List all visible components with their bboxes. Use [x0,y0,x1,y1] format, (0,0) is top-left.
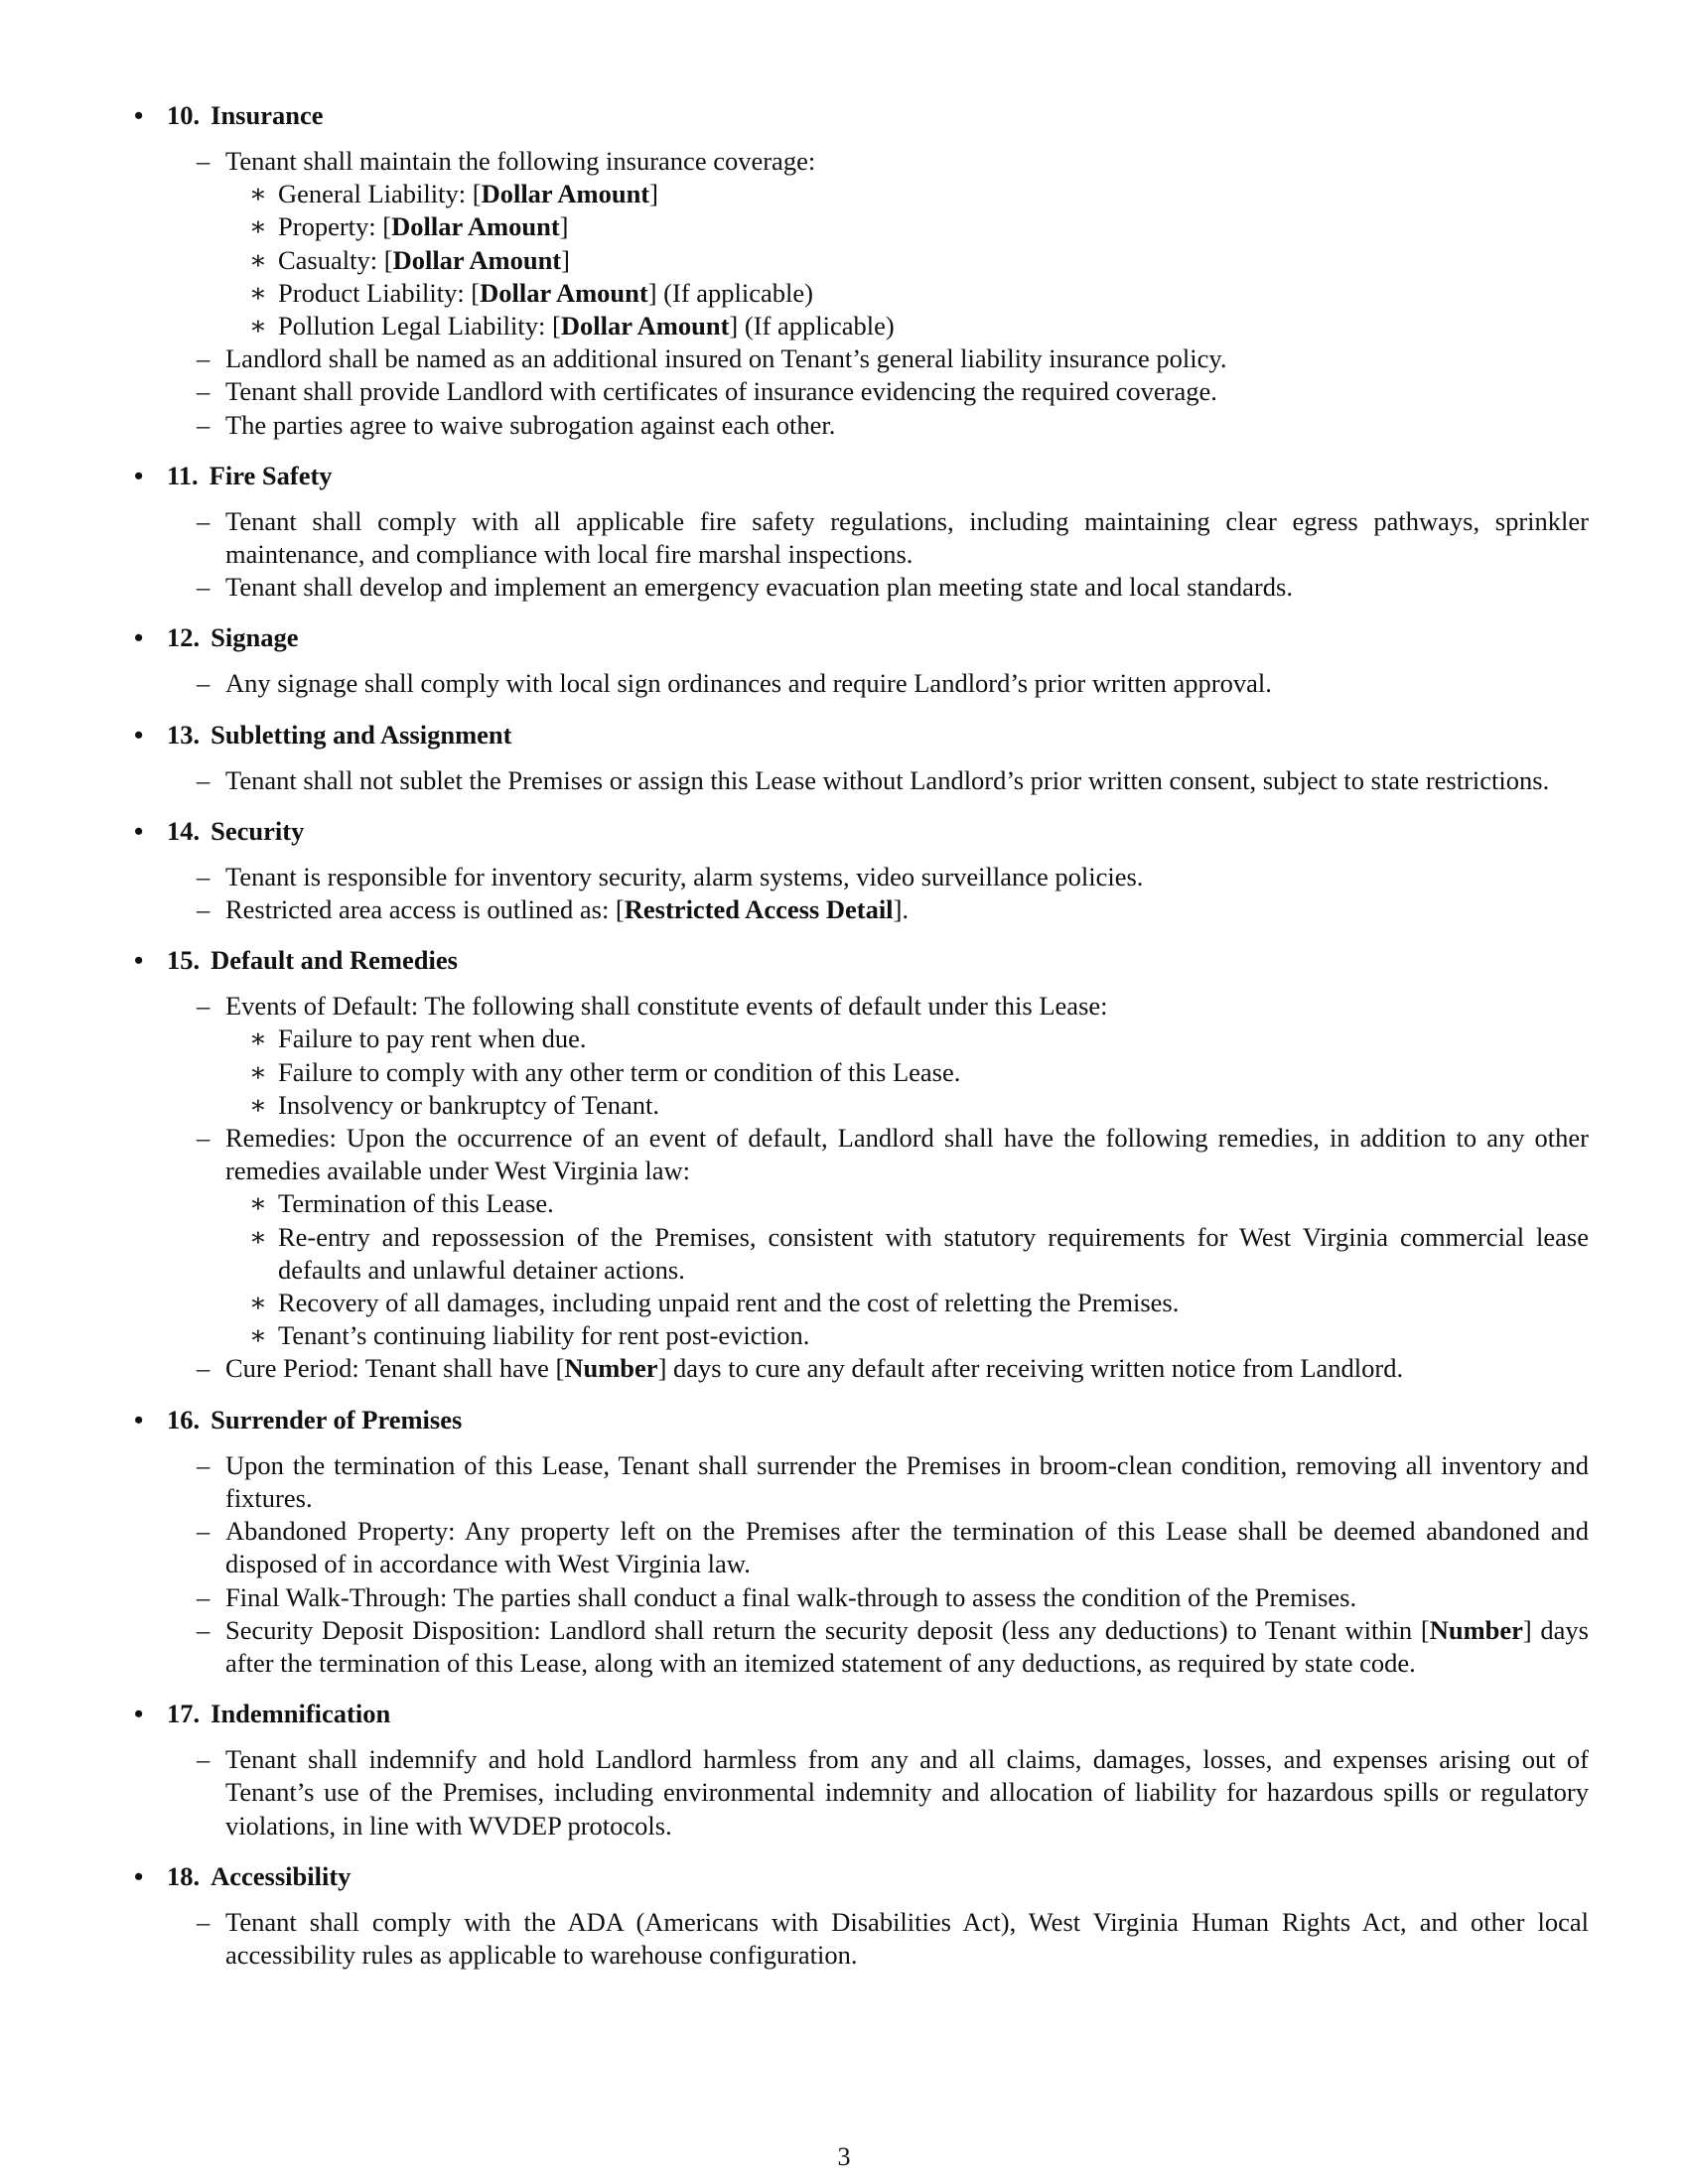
clause-item [134,861,1589,893]
sub-clause-item [225,1187,1589,1220]
asterisk-icon: ∗ [249,179,268,209]
bullet-icon: • [134,460,144,490]
section-15 [134,942,1589,1385]
dash-icon: – [197,343,211,374]
clause-text: Tenant shall comply with the ADA (Americans with Disabilities Act), West Virginia Human Rights Act, and other local accessibility rules as applicable to warehouse configuration. [225,1906,1589,1970]
text-segment: Security Deposit Disposition: Landlord shall return the security deposit (less any deductions) to Tenant within [ [225,1614,1430,1645]
text-segment: General Liability: [ [278,179,482,209]
sub-clause-text [278,310,1589,342]
dash-icon: – [197,1906,211,1937]
clause-item [134,893,1589,926]
dash-icon: – [197,1123,211,1154]
section-17 [134,1696,1589,1843]
clause-text: Tenant shall indemnify and hold Landlord harmless from any and all claims, damages, losses, and expenses arising out of Tenant’s use of the Premises, including environmental indemnity and allocation of liability for hazardous spills or regulatory violations, in line with WVDEP protocols. [225,1744,1589,1841]
section-13 [134,717,1589,797]
clause-item [134,571,1589,604]
bullet-icon: • [134,622,144,653]
clause-item [134,1906,1589,1972]
sub-clause-item [225,1287,1589,1319]
placeholder-field: Restricted Access Detail [624,894,894,925]
bullet-icon: • [134,945,144,976]
section-heading [134,1402,1589,1437]
sub-clause-item [225,244,1589,277]
dash-icon: – [197,505,211,536]
placeholder-field: Dollar Amount [391,211,560,242]
section-title: Fire Safety [209,460,333,490]
section-16 [134,1402,1589,1680]
clause-text: Tenant shall maintain the following insurance coverage: [225,146,816,176]
clause-text: Final Walk-Through: The parties shall conduct a final walk-through to assess the condition of the Premises. [225,1581,1357,1612]
section-number: 14. [167,815,201,846]
section-title: Surrender of Premises [211,1404,463,1434]
section-heading [134,942,1589,978]
sub-clause-text: Insolvency or bankruptcy of Tenant. [278,1089,660,1120]
section-title: Insurance [211,100,324,130]
section-title: Subletting and Assignment [211,719,512,750]
clause-item [134,1352,1589,1385]
section-heading [134,1858,1589,1894]
section-number: 11. [167,460,199,490]
sub-clause-item [225,210,1589,243]
asterisk-icon: ∗ [249,1024,268,1054]
dash-icon: – [197,1581,211,1612]
clause-item [134,375,1589,408]
sub-clause-text: Tenant’s continuing liability for rent post-eviction. [278,1320,810,1351]
clause-text: Landlord shall be named as an additional insured on Tenant’s general liability insurance policy. [225,343,1227,374]
asterisk-icon: ∗ [249,277,268,308]
section-heading [134,1696,1589,1731]
sub-clause-text [278,244,1589,277]
bullet-icon: • [134,1404,144,1434]
placeholder-field: Dollar Amount [481,179,650,209]
text-segment: Restricted area access is outlined as: [ [225,894,625,925]
sub-clause-item [225,1221,1589,1287]
sub-clause-item [225,277,1589,310]
clause-text: Tenant shall develop and implement an emergency evacuation plan meeting state and local standards. [225,572,1293,603]
section-number: 12. [167,622,201,653]
section-11 [134,458,1589,605]
sub-clause-text: Failure to comply with any other term or condition of this Lease. [278,1056,961,1087]
sub-clause-item [225,310,1589,342]
sub-clause-text: Failure to pay rent when due. [278,1024,587,1054]
dash-icon: – [197,668,211,699]
dash-icon: – [197,1614,211,1645]
sub-clause-text: Recovery of all damages, including unpaid rent and the cost of reletting the Premises. [278,1288,1180,1318]
sub-clause-list [225,178,1589,342]
clause-text: Tenant shall comply with all applicable fire safety regulations, including maintaining clear egress pathways, sprinkler maintenance, and compliance with local fire marshal inspections. [225,505,1589,570]
sub-clause-item [225,1089,1589,1122]
placeholder-field: Dollar Amount [560,311,730,341]
clause-text: Abandoned Property: Any property left on the Premises after the termination of this Lease shall be deemed abandoned and disposed of in accordance with West Virginia law. [225,1516,1589,1579]
bullet-icon: • [134,100,144,130]
section-number: 17. [167,1699,201,1729]
clause-list [134,145,1589,442]
text-segment: Property: [ [278,211,392,242]
clause-text: Events of Default: The following shall constitute events of default under this Lease: [225,991,1108,1022]
clause-item [134,1743,1589,1843]
section-title: Signage [211,622,299,653]
text-segment: ]. [893,894,910,925]
dash-icon: – [197,991,211,1022]
sub-clause-list [225,1187,1589,1352]
section-heading [134,813,1589,849]
clause-item [134,145,1589,342]
sub-clause-text: Termination of this Lease. [278,1188,554,1219]
sub-clause-list [225,1023,1589,1122]
text-segment: Cure Period: Tenant shall have [ [225,1353,565,1384]
clause-list [134,1449,1589,1680]
clause-text: The parties agree to waive subrogation against each other. [225,409,836,440]
dash-icon: – [197,861,211,891]
clause-list [134,990,1589,1385]
dash-icon: – [197,146,211,176]
dash-icon: – [197,376,211,407]
clause-item [134,667,1589,700]
bullet-icon: • [134,815,144,846]
clause-text [225,893,1589,926]
dash-icon: – [197,1516,211,1547]
clause-item [134,1515,1589,1580]
text-segment: Casualty: [ [278,244,393,275]
text-segment: ] (If applicable) [647,277,813,308]
section-number: 10. [167,100,201,130]
asterisk-icon: ∗ [249,1089,268,1120]
bullet-icon: • [134,719,144,750]
dash-icon: – [197,572,211,603]
asterisk-icon: ∗ [249,244,268,275]
sub-clause-item [225,178,1589,210]
clause-item [134,764,1589,797]
placeholder-field: Number [564,1353,658,1384]
text-segment: ] days to cure any default after receiving written notice from Landlord. [657,1353,1404,1384]
text-segment: ] [649,179,658,209]
section-12 [134,619,1589,700]
section-number: 15. [167,945,201,976]
dash-icon: – [197,1353,211,1384]
section-heading [134,619,1589,655]
placeholder-field: Number [1429,1614,1523,1645]
clause-item [134,1581,1589,1614]
section-heading [134,97,1589,133]
asterisk-icon: ∗ [249,211,268,242]
clause-list [134,1743,1589,1843]
bullet-icon: • [134,1860,144,1891]
clause-list [134,505,1589,605]
section-title: Default and Remedies [211,945,458,976]
asterisk-icon: ∗ [249,1221,268,1252]
dash-icon: – [197,1744,211,1775]
lease-body [134,97,1589,1987]
section-18 [134,1858,1589,1972]
bullet-icon: • [134,1699,144,1729]
dash-icon: – [197,894,211,925]
clause-text [225,1352,1589,1385]
section-number: 18. [167,1860,201,1891]
dash-icon: – [197,409,211,440]
clause-item [134,1614,1589,1680]
text-segment: ] [559,211,569,242]
clause-list [134,667,1589,700]
section-heading [134,458,1589,493]
section-number: 16. [167,1404,201,1434]
clause-list [134,764,1589,797]
asterisk-icon: ∗ [249,1288,268,1318]
placeholder-field: Dollar Amount [480,277,648,308]
asterisk-icon: ∗ [249,1320,268,1351]
section-number: 13. [167,719,201,750]
clause-text: Tenant is responsible for inventory security, alarm systems, video surveillance policies. [225,861,1144,891]
clause-item [134,505,1589,571]
placeholder-field: Dollar Amount [392,244,562,275]
clause-item [134,990,1589,1122]
sub-clause-item [225,1319,1589,1352]
section-title: Indemnification [211,1699,391,1729]
text-segment: ] [561,244,570,275]
clause-item [134,409,1589,442]
sub-clause-text [278,210,1589,243]
dash-icon: – [197,1449,211,1480]
clause-text: Tenant shall not sublet the Premises or assign this Lease without Landlord’s prior written consent, subject to state restrictions. [225,764,1550,795]
text-segment: ] (If applicable) [729,311,895,341]
asterisk-icon: ∗ [249,1188,268,1219]
clause-text: Any signage shall comply with local sign ordinances and require Landlord’s prior written approval. [225,668,1272,699]
section-title: Security [211,815,305,846]
sub-clause-item [225,1023,1589,1055]
dash-icon: – [197,764,211,795]
sub-clause-text [278,277,1589,310]
asterisk-icon: ∗ [249,311,268,341]
asterisk-icon: ∗ [249,1056,268,1087]
clause-text: Tenant shall provide Landlord with certificates of insurance evidencing the required coverage. [225,376,1217,407]
section-title: Accessibility [211,1860,352,1891]
text-segment: ] days after the termination of this Lease, along with an itemized statement of any deductions, as required by state code. [225,1614,1589,1678]
clause-list [134,861,1589,926]
clause-text: Upon the termination of this Lease, Tenant shall surrender the Premises in broom-clean condition, removing all inventory and fixtures. [225,1449,1589,1513]
clause-item [134,342,1589,375]
clause-text: Remedies: Upon the occurrence of an event of default, Landlord shall have the following remedies, in addition to any other remedies available under West Virginia law: [225,1123,1589,1186]
clause-list [134,1906,1589,1972]
clause-item [134,1122,1589,1352]
clause-item [134,1449,1589,1515]
text-segment: Product Liability: [ [278,277,481,308]
sub-clause-text [278,178,1589,210]
sub-clause-text: Re-entry and repossession of the Premises, consistent with statutory requirements for West Virginia commercial lease defaults and unlawful detainer actions. [278,1221,1589,1285]
text-segment: Pollution Legal Liability: [ [278,311,561,341]
page-number: 3 [837,2142,851,2171]
sub-clause-item [225,1056,1589,1089]
section-10 [134,97,1589,442]
section-14 [134,813,1589,926]
clause-text [225,1614,1589,1680]
section-heading [134,717,1589,752]
